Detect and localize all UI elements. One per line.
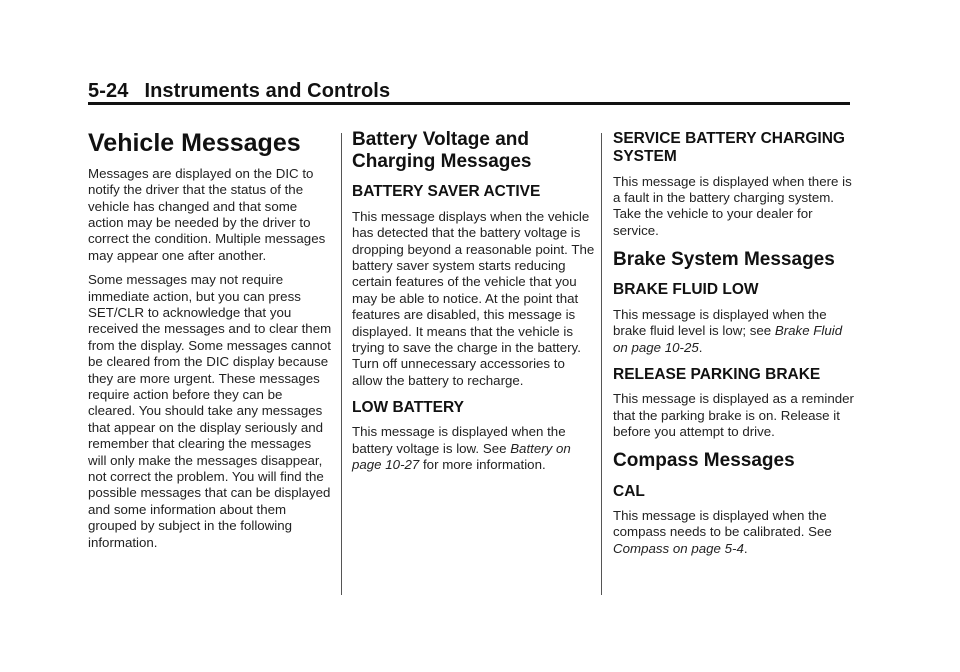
cal-heading: CAL <box>613 482 645 500</box>
column-vehicle-messages <box>88 125 333 559</box>
column-system-messages <box>613 125 859 567</box>
page-header <box>88 80 390 103</box>
brake-fluid-text: This message is displayed when the brake fluid level is low; see Brake Fluid on page 10-25. <box>613 306 843 355</box>
service-battery-text: This message is displayed when there is a fault in the battery charging system. Take the vehicle to your dealer for service. <box>613 173 852 238</box>
column-divider-left <box>341 133 342 595</box>
page-number: 5-24 <box>88 80 129 102</box>
compass-section-title: Compass Messages <box>613 450 795 472</box>
brake-fluid-heading: BRAKE FLUID LOW <box>613 281 759 299</box>
brake-fluid-page-reference[interactable]: Brake Fluid on page 10-25 <box>613 323 843 355</box>
vehicle-messages-intro: Messages are displayed on the DIC to notify the driver that the status of the vehicle has changed and that some action may be needed by the driver to correct the condition. Multiple messages may appear one after another. <box>88 165 326 263</box>
battery-section-title: Battery Voltage and Charging Messages <box>352 129 532 173</box>
compass-page-reference[interactable]: Compass on page 5-4 <box>613 540 744 556</box>
vehicle-messages-title: Vehicle Messages <box>88 129 301 157</box>
battery-saver-text: This message displays when the vehicle has detected that the battery voltage is dropping beyond a reasonable point. The battery saver system starts reducing certain features of the vehicle that you may be able to notice. At the point that features are disabled, this message is displayed. It means that the vehicle is trying to save the charge in the battery. Turn off unnecessary accessories to allow the battery to recharge. <box>352 208 595 388</box>
section-title: Instruments and Controls <box>144 80 391 102</box>
vehicle-messages-details: Some messages may not require immediate action, but you can press SET/CLR to acknowledge that you received the messages and to clear them from the display. Some messages cannot be cleared from the DIC display because they are more urgent. These messages require action before they can be cleared. You should take any messages that appear on the display seriously and remember that clearing the messages will only make the messages disappear, not correct the problem. You will find the possible messages that can be displayed and some information about them grouped by subject in the following information. <box>88 272 332 550</box>
cal-text: This message is displayed when the compass needs to be calibrated. See Compass on page 5-4. <box>613 507 832 556</box>
column-battery-messages <box>352 125 596 484</box>
parking-brake-text: This message is displayed as a reminder that the parking brake is on. Release it before you attempt to drive. <box>613 391 854 439</box>
parking-brake-heading: RELEASE PARKING BRAKE <box>613 365 821 383</box>
low-battery-text: This message is displayed when the battery voltage is low. See Battery on page 10-27 for more information. <box>352 424 571 473</box>
battery-saver-heading: BATTERY SAVER ACTIVE <box>352 183 541 201</box>
brake-section-title: Brake System Messages <box>613 249 835 271</box>
low-battery-heading: LOW BATTERY <box>352 399 464 417</box>
column-divider-right <box>601 133 602 595</box>
header-rule <box>88 102 850 105</box>
service-battery-heading: SERVICE BATTERY CHARGING SYSTEM <box>613 130 845 166</box>
battery-page-reference[interactable]: Battery on page 10-27 <box>352 440 571 473</box>
